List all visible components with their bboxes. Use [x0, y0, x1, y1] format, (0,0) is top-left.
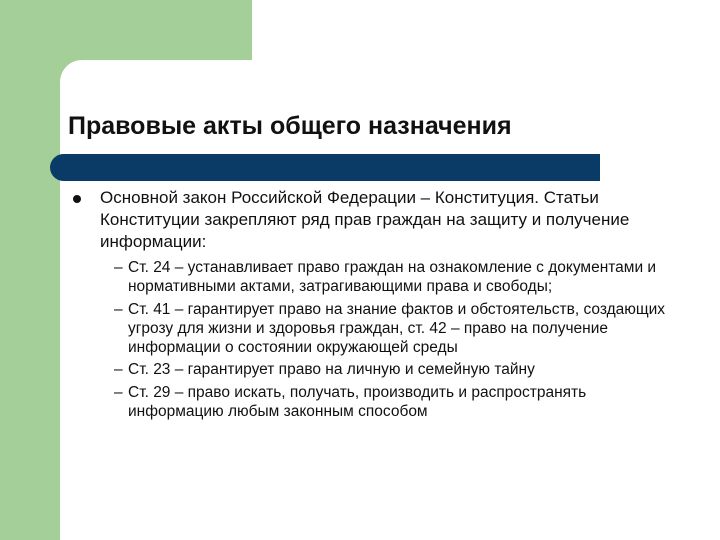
list-item: [114, 360, 674, 379]
list-item: [114, 300, 674, 358]
accent-green-strip: [0, 0, 60, 540]
list-item: [114, 258, 674, 297]
bullet-dot-icon: [73, 195, 81, 203]
list-item-text: Ст. 41 – гарантирует право на знание фактов и обстоятельств, создающих угрозу для жизни и здоровья граждан, ст. 42 – право на получение информации о состоянии окружающей среды: [128, 300, 666, 357]
list-item-text: Ст. 24 – устанавливает право граждан на ознакомление с документами и нормативными актами, затрагивающими права и свободы;: [128, 259, 657, 296]
sub-bullet-list: [114, 258, 674, 424]
title-underline-bar: [50, 154, 600, 181]
slide-title: Правовые акты общего назначения: [68, 112, 512, 140]
dash-icon: –: [114, 361, 123, 379]
list-item-text: Ст. 23 – гарантирует право на личную и семейную тайну: [128, 361, 535, 379]
dash-icon: –: [114, 300, 123, 318]
dash-icon: –: [114, 259, 123, 276]
list-item-text: Ст. 29 – право искать, получать, производить и распространять информацию любым законным способом: [128, 383, 587, 421]
main-bullet-text: Основной закон Российской Федерации – Конституция. Статьи Конституции закрепляют ряд прав граждан на защиту и получение информации:: [100, 188, 630, 251]
list-item: [114, 383, 674, 422]
dash-icon: –: [114, 383, 123, 401]
